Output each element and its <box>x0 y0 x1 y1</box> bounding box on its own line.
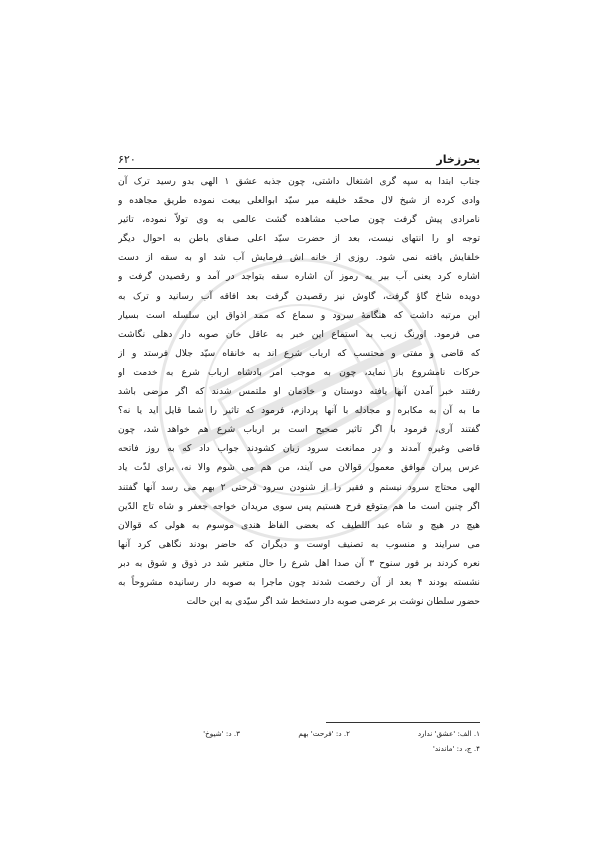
body-line: الهی محتاج سرود نیستم و فقیر را از شنودن سرود فرحتی ۲ بهم می رسد آنها گفتند <box>118 481 480 493</box>
footnote-2: ۲. د: 'فرحت' بهم <box>298 729 350 738</box>
body-line: دویده شاخ گاؤ گرفت، گاوش نیز رقصیدن گرفت بعد افاقه آب رسانید و ترک به <box>118 290 480 302</box>
footnotes <box>118 726 480 756</box>
body-line: خلفایش یافته نمی شود. روزی از خانه اش فرمایش آب شد او به سقه از دست <box>118 252 480 264</box>
body-line: نامرادی پیش گرفت چون صاحب مشاهده گشت عالمی به وی تولاّ نموده، تاثیر <box>118 214 480 226</box>
body-line: می سرایند و منسوب به تصنیف اوست و دیگران که حاضر بودند نگاهی کرد آنها <box>118 538 480 550</box>
body-line: ما به آن به مکابره و مجادله با آنها پردازم، فرمود که تاثیر را شما قایل اید یا نه؟ <box>118 405 480 417</box>
body-line: قاضی وغیره آمدند و در ممانعت سرود زبان کشودند جواب داد که به روز فاتحه <box>118 443 480 455</box>
body-line: نشسته بودند ۴ بعد از آن رخصت شدند چون ماجرا به صوبه دار رسانیده مشروحاً به <box>118 576 480 588</box>
body-line: گفتند آری، فرمود با اگر تاثیر صحیح است بر ارباب شرع هم خواهد شد، چون <box>118 424 480 436</box>
body-line: می فرمود. اورنگ زیب به استماع این خبر به عاقل خان صوبه دار دهلی نگاشت <box>118 328 480 340</box>
body-line: اگر چنین است ما هم متوقع فرح هستیم پس سوی مریدان خواجه جعفر و شاه تاج الدّین <box>118 500 480 512</box>
footnote-row <box>118 726 480 741</box>
footnote-4: ۴. ج، د: 'ماندند' <box>432 744 480 753</box>
body-text <box>118 172 480 611</box>
body-line: این مرتبه داشت که هنگامهٔ سرود و سماع که ممد اذواق این سلسله است بسیار <box>118 309 480 321</box>
body-line: وادی کرده از شیخ لال محمّد خلیفه میر سیّد ابوالعلی بیعت نموده طریق مجاهده و <box>118 195 480 207</box>
body-line: حضور سلطان نوشت بر عرضی صوبه دار دستخط شد اگر سیّدی به این حالت <box>186 596 480 608</box>
body-line: جناب ابتدا به سپه گری اشتغال داشتی، چون جذبه عشق ۱ الهی بدو رسید ترک آن <box>118 176 480 187</box>
body-line: نعره کردند بر فور سنوح ۳ آن صدا اهل شرع را حال متغیر شد در ذوق و شوق به دبر <box>118 557 480 569</box>
body-line: رفتند خبر آمدن آنها یافته دوستان و خادمان او ملتمس شدند که اگر مرضی باشد <box>118 386 480 398</box>
body-line: توجه او را انتهای نیست، بعد از حضرت سیّد اعلی صفای باطن به احوال دیگر <box>118 233 480 245</box>
header-divider <box>118 168 480 169</box>
footnote-row <box>118 741 480 756</box>
body-line: که قاضی و مفتی و محتسب که ارباب شرع اند به خانقاه سیّد جلال فرستد و از <box>118 347 480 359</box>
body-line: عرس پیران موافق معمول قوالان می آیند، من هم می شوم والا نه، برای لذّت یاد <box>118 462 480 474</box>
running-header <box>118 150 480 168</box>
body-line: حرکات نامشروع باز نماید، چون به موجب امر بادشاه ارباب شرع به خدمت او <box>118 366 480 378</box>
body-line: اشاره کرد یعنی آب بیر به رموز آن اشاره سقه بتواجد در آمد و رقصیدن گرفت و <box>118 271 480 283</box>
page-number: ۶۲۰ <box>118 152 136 166</box>
running-title: بحرزخار <box>436 152 480 166</box>
footnote-3: ۳. د: 'شیوخ' <box>203 729 240 738</box>
footnote-1: ۱. الف: 'عشق' ندارد <box>417 729 480 738</box>
body-line: هیچ در هیچ و شاه عبد اللطیف که بعضی الفاظ هندی موسوم به هولی که قوالان <box>118 519 480 531</box>
footnote-divider <box>326 722 480 723</box>
